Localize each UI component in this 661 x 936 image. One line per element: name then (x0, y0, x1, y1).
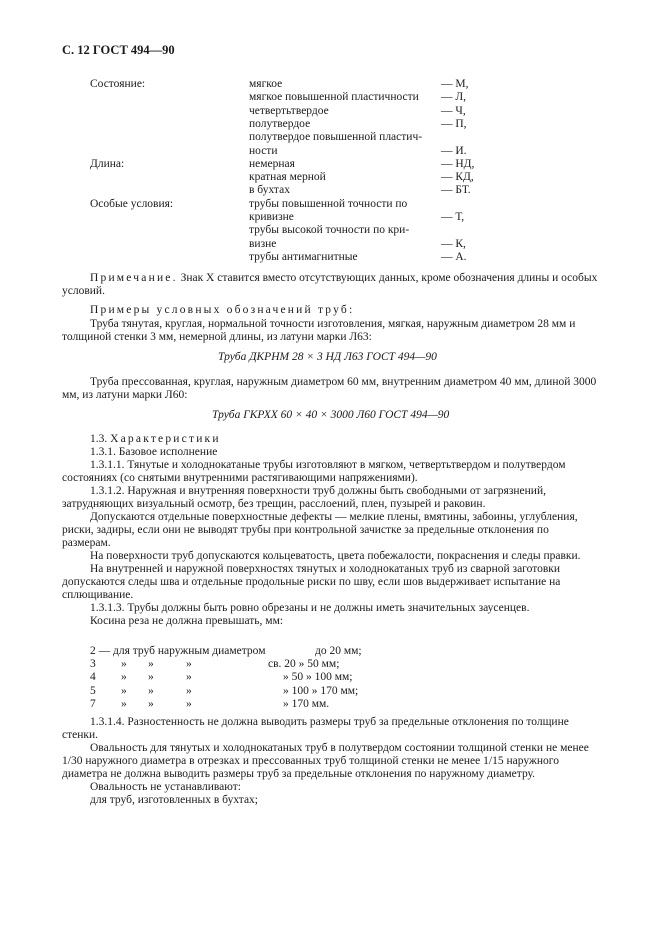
condition-value: кривизне (249, 211, 294, 223)
example-1-designation: Труба ДКРНМ 28 × 3 НД Л63 ГОСТ 494—90 (218, 351, 437, 363)
cut-row-c5: до 20 мм; (315, 645, 362, 657)
condition-value: в бухтах (249, 184, 290, 197)
condition-code: — П, (441, 117, 467, 130)
para-coils: для труб, изготовленных в бухтах; (90, 794, 258, 806)
note-text: Знак X ставится вместо отсутствующих данных, кроме обозначения длины и особых условий. (62, 272, 598, 297)
condition-value: немерная (249, 157, 295, 170)
cut-row-c1: 7 (90, 697, 96, 710)
cut-row-c3: » (148, 684, 154, 697)
cut-row-c5: » 100 » 170 мм; (283, 684, 359, 697)
para-defects: Допускаются отдельные поверхностные дефекты — мелкие плены, вмятины, забоины, углубления, риски, задиры, если они не выводят трубы при контрольной зачистке за предельные отклонения по размерам. (62, 511, 578, 549)
condition-code: — Л, (441, 91, 467, 104)
para-surface: На поверхности труб допускаются кольцеватость, цвета побежалости, покраснения и следы правки. (90, 550, 581, 562)
condition-value: полутвердое повышенной пластич- (249, 131, 423, 144)
cut-row-c5: св. 20 » 50 мм; (268, 658, 340, 671)
condition-code: — К, (441, 237, 466, 250)
examples-heading: Примеры условных обозначений труб: (90, 304, 355, 316)
example-2-text: Труба прессованная, круглая, наружным диаметром 60 мм, внутренним диаметром 40 мм, длиной 3000 мм, из латуни марки Л60: (62, 376, 597, 401)
para-ovality-not-set: Овальность не устанавливают: (90, 781, 241, 793)
cut-row-c1: 4 (90, 671, 96, 684)
note (62, 272, 600, 298)
section-1-3-heading: 1.3. Характеристики (90, 433, 221, 445)
condition-value: кратная мерной (249, 171, 326, 184)
para-1-3-1-4: 1.3.1.4. Разностенность не должна выводить размеры труб за предельные отклонения по толщине стенки. (62, 716, 569, 741)
condition-code: — А. (441, 250, 467, 263)
condition-value: полутвердое (249, 117, 311, 130)
cut-row-c4: » (186, 671, 192, 684)
cut-row-c2: » (121, 671, 127, 684)
condition-value: визне (249, 237, 277, 250)
para-1-3-1-3: 1.3.1.3. Трубы должны быть ровно обрезаны и не должны иметь значительных заусенцев. (90, 602, 530, 614)
body-paragraphs-1 (62, 459, 600, 628)
cut-row-c3: » (148, 697, 154, 710)
condition-code: — М, (441, 78, 469, 90)
example-2-designation: Труба ГКРХХ 60 × 40 × 3000 Л60 ГОСТ 494—90 (212, 409, 450, 421)
cut-row-c3: » (148, 671, 154, 684)
para-cut: Косина реза не должна превышать, мм: (90, 615, 284, 627)
cut-row-c2: » (121, 658, 127, 671)
section-1-3-1-heading: 1.3.1. Базовое исполнение (90, 446, 218, 458)
para-1-3-1-1: 1.3.1.1. Тянутые и холоднокатаные трубы изготовляют в мягком, четвертьтвердом и полутвердом состояниях (со снятыми внутренними растягивающими напряжениями). (62, 459, 566, 484)
condition-value: ности (249, 144, 278, 157)
para-weld: На внутренней и наружной поверхностях тянутых и холоднокатаных труб из сварной заготовки допускаются следы шва и отдельные продольные риски по шву, если шов выдерживает испытание на сплющивание. (62, 563, 561, 601)
example-1-text: Труба тянутая, круглая, нормальной точности изготовления, мягкая, наружным диаметром 28 мм и толщиной стенки 3 мм, немерной длины, из латуни марки Л63: (62, 318, 576, 343)
note-label: Примечание. (90, 272, 178, 284)
body-paragraphs-2 (62, 716, 600, 807)
cut-row-c4: » (186, 697, 192, 710)
condition-code: — НД, (441, 157, 475, 170)
condition-label: Состояние: (90, 78, 146, 90)
condition-value: трубы высокой точности по кри- (249, 224, 410, 237)
condition-code: — КД, (441, 171, 474, 184)
condition-value: четвертьтвердое (249, 104, 329, 117)
condition-label: Особые условия: (90, 197, 174, 210)
condition-code: — И. (441, 144, 467, 157)
condition-value: трубы антимагнитные (249, 250, 358, 263)
condition-value: трубы повышенной точности по (249, 197, 408, 210)
cut-row-c3: » (148, 658, 154, 671)
condition-value: мягкое повышенной пластичности (249, 91, 419, 104)
cut-row-c1: 5 (90, 684, 96, 697)
cut-row-c2: » (121, 684, 127, 697)
condition-value: мягкое (249, 78, 283, 90)
para-1-3-1-2: 1.3.1.2. Наружная и внутренняя поверхности труб должны быть свободными от загрязнений, затрудняющих визуальный осмотр, без трещин, расслоений, плен, пузырей и раковин. (62, 485, 546, 510)
cut-row-c2: » (121, 697, 127, 710)
cut-row-c5: » 170 мм. (283, 697, 330, 710)
cut-row-c1: 2 — для труб наружным диаметром (90, 645, 266, 657)
condition-code: — Т, (441, 211, 465, 223)
condition-code: — Ч, (441, 104, 466, 117)
condition-label: Длина: (90, 157, 125, 170)
condition-code: — БТ. (441, 184, 471, 197)
cut-row-c1: 3 (90, 658, 96, 671)
para-ovality: Овальность для тянутых и холоднокатаных труб в полутвердом состоянии толщиной стенки не менее 1/30 наружного диаметра в отрезках и прессованных труб толщиной стенки не менее 1/15 наружного диаметра не должна выводить размеры труб за предельные отклонения по наружному диаметру. (62, 742, 589, 780)
cut-row-c4: » (186, 658, 192, 671)
page-header: С. 12 ГОСТ 494—90 (62, 43, 175, 57)
cut-row-c4: » (186, 684, 192, 697)
cut-row-c5: » 50 » 100 мм; (283, 671, 353, 684)
